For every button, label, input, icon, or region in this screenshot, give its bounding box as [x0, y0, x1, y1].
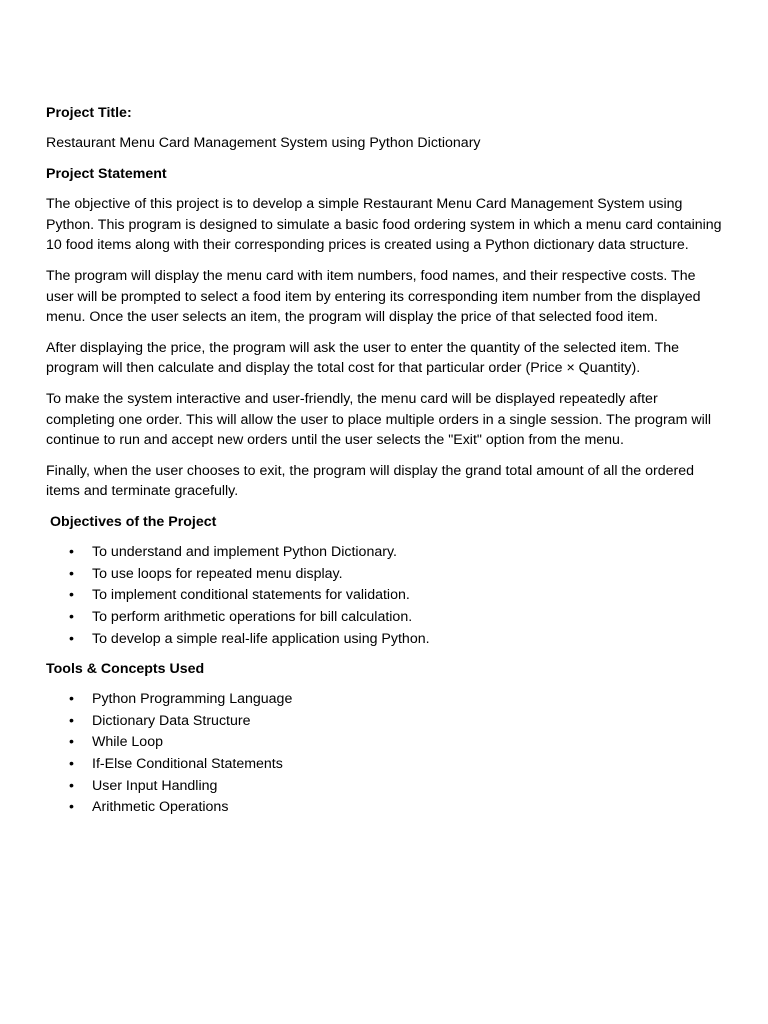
bullet-icon: • — [69, 712, 74, 729]
list-item-text: To implement conditional statements for validation. — [92, 587, 410, 604]
list-item — [46, 689, 726, 711]
list-item-text: To use loops for repeated menu display. — [92, 565, 343, 582]
list-item-text: User Input Handling — [92, 777, 218, 794]
list-item — [46, 711, 726, 733]
list-item — [46, 542, 726, 564]
paragraph-exit: Finally, when the user chooses to exit, the program will display the grand total amount of all the ordered items and terminate gracefully. — [46, 462, 694, 500]
paragraph-objective: The objective of this project is to develop a simple Restaurant Menu Card Management System using Python. This program is designed to simulate a basic food ordering system in which a menu card containing 10 food items along with their corresponding prices is created using a Python dictionary data structure. — [46, 195, 722, 254]
project-statement-heading: Project Statement — [46, 165, 167, 182]
list-item-text: While Loop — [92, 734, 163, 751]
paragraph-interactive: To make the system interactive and user-friendly, the menu card will be displayed repeatedly after completing one order. This will allow the user to place multiple orders in a single session. The program will continue to run and accept new orders until the user selects the "Exit" option from the menu. — [46, 390, 712, 449]
bullet-icon: • — [69, 544, 74, 561]
list-item-text: Dictionary Data Structure — [92, 712, 251, 729]
list-item-text: If-Else Conditional Statements — [92, 755, 283, 772]
list-item — [46, 629, 726, 651]
list-item-text: To develop a simple real-life application using Python. — [92, 630, 430, 647]
project-title-heading: Project Title: — [46, 105, 132, 121]
paragraph-display-menu: The program will display the menu card with item numbers, food names, and their respective costs. The user will be prompted to select a food item by entering its corresponding item number from the displayed menu. Once the user selects an item, the program will display the price of that selected food item. — [46, 267, 701, 326]
list-item-text: To understand and implement Python Dictionary. — [92, 544, 397, 561]
bullet-icon: • — [69, 565, 74, 582]
bullet-icon: • — [69, 755, 74, 772]
tools-list — [46, 689, 726, 819]
objectives-list — [46, 542, 726, 651]
list-item — [46, 776, 726, 798]
tools-heading: Tools & Concepts Used — [46, 660, 205, 677]
bullet-icon: • — [69, 690, 74, 707]
bullet-icon: • — [69, 587, 74, 604]
list-item — [46, 585, 726, 607]
bullet-icon: • — [69, 609, 74, 626]
list-item — [46, 607, 726, 629]
list-item — [46, 732, 726, 754]
bullet-icon: • — [69, 777, 74, 794]
bullet-icon: • — [69, 630, 74, 647]
document-page — [46, 103, 726, 827]
list-item-text: To perform arithmetic operations for bill calculation. — [92, 609, 413, 626]
paragraph-quantity: After displaying the price, the program will ask the user to enter the quantity of the selected item. The program will then calculate and display the total cost for that particular order (Price × Quantity). — [46, 339, 679, 377]
bullet-icon: • — [69, 734, 74, 751]
bullet-icon: • — [69, 799, 74, 816]
objectives-heading: Objectives of the Project — [50, 513, 217, 530]
list-item — [46, 754, 726, 776]
list-item — [46, 797, 726, 819]
list-item-text: Arithmetic Operations — [92, 799, 229, 816]
project-title: Restaurant Menu Card Management System using Python Dictionary — [46, 135, 481, 152]
list-item — [46, 564, 726, 586]
list-item-text: Python Programming Language — [92, 690, 293, 707]
